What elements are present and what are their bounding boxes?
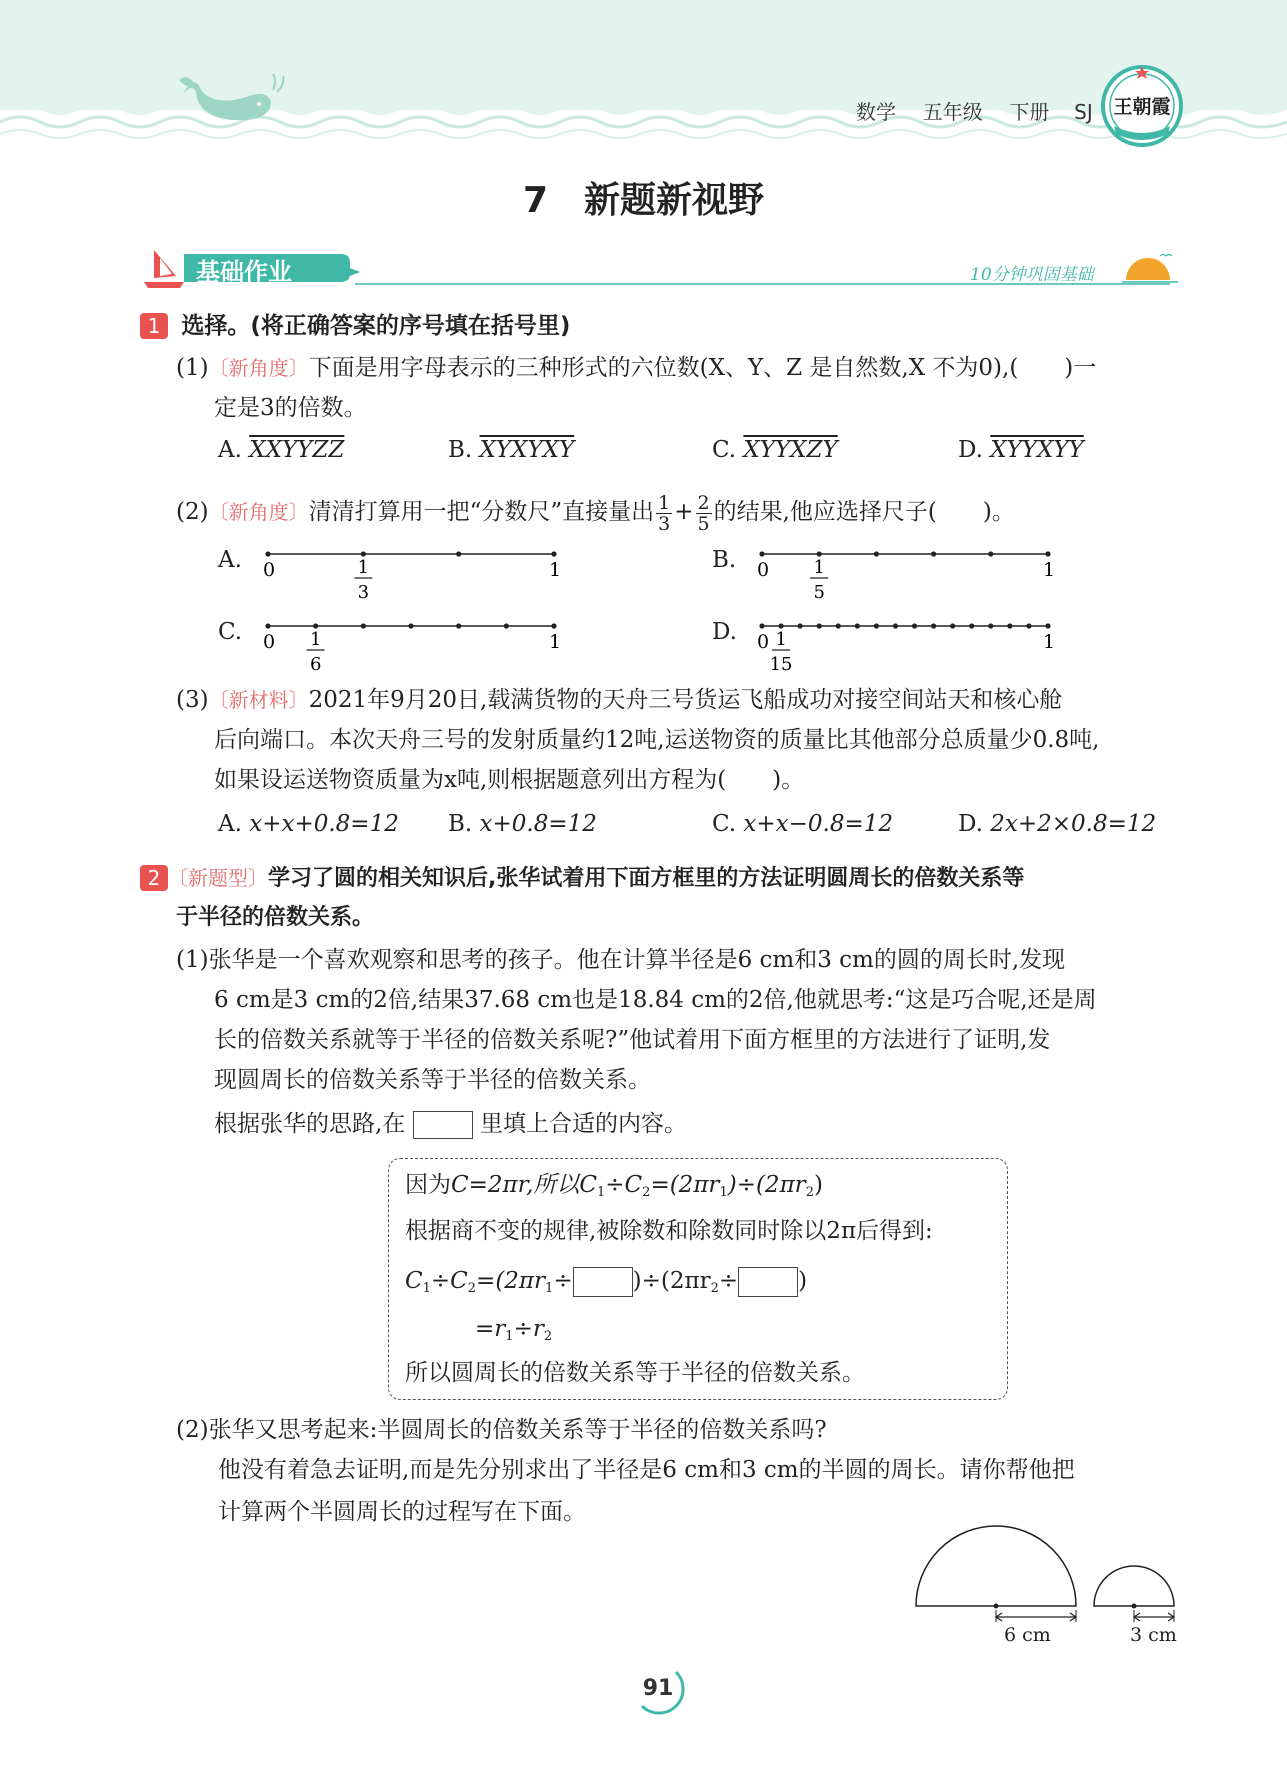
q1-s3-option-b[interactable] <box>448 810 597 838</box>
proof-line5: 所以圆周长的倍数关系等于半径的倍数关系。 <box>405 1360 865 1386</box>
option-label: B. <box>448 437 473 463</box>
ruler-tick <box>874 551 879 556</box>
q1-s1-line1 <box>176 354 1096 382</box>
section-label: 基础作业 <box>196 258 292 286</box>
ruler-tick <box>361 551 366 556</box>
ruler-start-label: 0 <box>263 559 276 581</box>
q2-heading-line1 <box>140 864 1024 893</box>
ruler-tick <box>361 623 366 628</box>
page-title: 7 新题新视野 <box>522 180 765 221</box>
q1-s3-text-3: 如果设运送物资质量为x吨,则根据题意列出方程为( )。 <box>214 767 805 793</box>
ruler-d-graphic <box>750 614 1090 684</box>
q2-p1-text-1: 张华是一个喜欢观察和思考的孩子。他在计算半径是6 cm和3 cm的圆的周长时,发现 <box>208 947 1066 973</box>
q1-s3-option-a[interactable] <box>218 810 399 838</box>
q1-s1-tag: 〔新角度〕 <box>208 356 309 380</box>
fill-text-a: 根据张华的思路,在 <box>214 1111 406 1137</box>
ruler-mark-denominator: 3 <box>357 582 370 603</box>
ruler-tick <box>874 623 879 628</box>
q2-p2-no: (2) <box>176 1417 209 1443</box>
q1-s3-line1 <box>176 686 1062 714</box>
answer-box-1[interactable] <box>573 1267 633 1297</box>
proof-line2: 根据商不变的规律,被除数和除数同时除以2π后得到: <box>405 1218 933 1244</box>
q2-heading-b: 于半径的倍数关系。 <box>176 905 375 930</box>
q2-p1-no: (1) <box>176 947 209 973</box>
option-value: x+x+0.8=12 <box>249 811 399 837</box>
ruler-tick <box>855 623 860 628</box>
option-label: D. <box>958 437 983 463</box>
option-value: x+0.8=12 <box>479 811 597 837</box>
ruler-tick <box>1026 623 1031 628</box>
ruler-tick <box>931 623 936 628</box>
q2-p2-text-1: 张华又思考起来:半圆周长的倍数关系等于半径的倍数关系吗? <box>208 1417 827 1443</box>
q2-heading-a: 学习了圆的相关知识后,张华试着用下面方框里的方法证明圆周长的倍数关系等 <box>268 866 1025 891</box>
fraction-two-fifths: $\frac{2}{5}$ <box>697 491 710 535</box>
q1-heading <box>140 312 570 340</box>
fraction-one-third: $\frac{1}{3}$ <box>658 491 671 535</box>
q2-p2-text-2: 他没有着急去证明,而是先分别求出了半径是6 cm和3 cm的半圆的周长。请你帮他把 <box>218 1457 1075 1483</box>
option-label: C. <box>712 437 737 463</box>
ruler-end-label: 1 <box>1043 631 1056 653</box>
ruler-tick <box>988 551 993 556</box>
ruler-label: B. <box>712 547 737 573</box>
option-label: D. <box>958 811 983 837</box>
q2-p2-line1 <box>176 1416 827 1444</box>
q1-heading-text: 选择。(将正确答案的序号填在括号里) <box>181 313 571 339</box>
ruler-tick <box>551 551 556 556</box>
semicircle-figure <box>908 1522 1182 1640</box>
large-semicircle <box>916 1526 1076 1606</box>
proof-box <box>388 1158 1008 1400</box>
ruler-end-label: 1 <box>549 559 562 581</box>
section-banner <box>140 246 1180 290</box>
ruler-tick <box>950 623 955 628</box>
ruler-tick <box>265 551 270 556</box>
ruler-b-graphic <box>750 542 1090 612</box>
q2-tag: 〔新题型〕 <box>168 866 268 890</box>
ruler-tick <box>759 623 764 628</box>
q1-s1-option-d[interactable] <box>958 436 1084 464</box>
ruler-label: C. <box>218 619 243 645</box>
q1-number-badge: 1 <box>140 313 168 339</box>
q1-s3-no: (3) <box>176 687 209 713</box>
q2-p2-text-3: 计算两个半圆周长的过程写在下面。 <box>218 1499 586 1525</box>
whale-icon <box>175 72 285 132</box>
fill-text-b: 里填上合适的内容。 <box>479 1111 687 1137</box>
ruler-tick <box>313 623 318 628</box>
option-value: XXYYZZ <box>249 437 345 463</box>
ruler-tick <box>456 623 461 628</box>
proof-line1: 因为C=2πr,所以$C_1\div C_2=(2\pi r_1)\div(2\pi r_2)$ <box>405 1172 823 1200</box>
proof-line4: $=r_1\div r_2$ <box>475 1316 553 1344</box>
ruler-tick <box>912 623 917 628</box>
q2-p1-text-4: 现圆周长的倍数关系等于半径的倍数关系。 <box>214 1067 651 1093</box>
ruler-tick <box>931 551 936 556</box>
ruler-tick <box>504 623 509 628</box>
option-label: B. <box>448 811 473 837</box>
ruler-mark-denominator: 5 <box>813 582 825 603</box>
answer-box-sample <box>413 1111 473 1139</box>
ruler-tick <box>408 623 413 628</box>
ruler-end-label: 1 <box>1043 559 1056 581</box>
ruler-tick <box>551 623 556 628</box>
page-number: 91 <box>642 1676 674 1701</box>
q1-s2-text-a: 清清打算用一把“分数尺”直接量出 <box>308 499 655 525</box>
ruler-tick <box>778 623 783 628</box>
ruler-end-label: 1 <box>549 631 562 653</box>
option-value: XYYXYY <box>990 437 1084 463</box>
ruler-start-label: 0 <box>263 631 276 653</box>
answer-box-2[interactable] <box>738 1267 798 1297</box>
ruler-tick <box>798 623 803 628</box>
ruler-c-graphic <box>256 614 596 684</box>
ruler-mark-denominator: 6 <box>309 654 322 675</box>
ruler-mark-numerator: 1 <box>309 629 322 650</box>
header-volume: 下册 <box>1009 100 1050 124</box>
q1-s2-line1 <box>176 484 1015 540</box>
q2-p1-text-3: 长的倍数关系就等于半径的倍数关系呢?”他试着用下面方框里的方法进行了证明,发 <box>214 1027 1051 1053</box>
q1-s2-text-b: 的结果,他应选择尺子( )。 <box>713 499 1015 525</box>
ruler-tick <box>817 623 822 628</box>
q1-s3-text-1: 2021年9月20日,载满货物的天舟三号货运飞船成功对接空间站天和核心舱 <box>308 687 1063 713</box>
ruler-label: A. <box>218 547 242 573</box>
plus-sign: + <box>674 499 694 525</box>
ruler-mark-numerator: 1 <box>775 629 787 650</box>
q1-s1-text-b: 定是3的倍数。 <box>214 395 367 421</box>
q2-p1-text-2: 6 cm是3 cm的2倍,结果37.68 cm也是18.84 cm的2倍,他就思考:“这是巧合呢,还是周 <box>214 987 1097 1013</box>
q1-s1-text-a: 下面是用字母表示的三种形式的六位数(X、Y、Z 是自然数,X 不为0),( )一 <box>308 355 1097 381</box>
ruler-tick <box>836 623 841 628</box>
ruler-tick <box>1045 623 1050 628</box>
header-subject: 数学 <box>856 100 896 124</box>
q1-s3-option-d[interactable] <box>958 810 1156 838</box>
option-value: XYXYXY <box>479 437 575 463</box>
sunrise-icon <box>1122 252 1178 286</box>
brand-seal <box>1100 64 1184 148</box>
q1-s2-tag: 〔新角度〕 <box>208 500 309 524</box>
header-edition: SJ <box>1074 100 1093 124</box>
ruler-mark-numerator: 1 <box>357 557 370 578</box>
q1-s3-text-2: 后向端口。本次天舟三号的发射质量约12吨,运送物资的质量比其他部分总质量少0.8吨, <box>214 727 1100 753</box>
option-value: XYYXZY <box>743 437 838 463</box>
ruler-tick <box>1007 623 1012 628</box>
q2-number-badge: 2 <box>140 865 168 891</box>
header-grade: 五年级 <box>922 100 983 124</box>
ruler-tick <box>759 551 764 556</box>
section-note: 10分钟巩固基础 <box>970 265 1094 285</box>
q2-p1-line1 <box>176 946 1065 974</box>
q1-s1-no: (1) <box>176 355 209 381</box>
radius-label-3cm: 3 cm <box>1130 1624 1177 1646</box>
q1-s1-option-b[interactable] <box>448 436 574 464</box>
ruler-tick <box>456 551 461 556</box>
brand-name: 王朝霞 <box>1113 96 1171 118</box>
ruler-a-graphic <box>256 542 596 612</box>
ruler-mark-denominator: 15 <box>769 654 793 675</box>
option-label: A. <box>218 811 242 837</box>
ruler-tick <box>988 623 993 628</box>
option-value: x+x−0.8=12 <box>743 811 894 837</box>
proof-line3: $C_1\div C_2=(2\pi r_1\div )\div(2\pi r_2\div$ ) <box>405 1268 808 1296</box>
q1-s3-option-c[interactable] <box>712 810 893 838</box>
option-value: 2x+2×0.8=12 <box>990 811 1157 837</box>
q2-p1-fill-instruction <box>214 1110 687 1139</box>
ruler-tick <box>1045 551 1050 556</box>
q1-s2-no: (2) <box>176 499 209 525</box>
ruler-start-label: 0 <box>757 559 770 581</box>
header-meta <box>856 96 1093 125</box>
option-label: A. <box>218 437 242 463</box>
ruler-start-label: 0 <box>757 631 770 653</box>
ruler-mark-numerator: 1 <box>813 557 825 578</box>
ruler-tick <box>893 623 898 628</box>
q1-s3-tag: 〔新材料〕 <box>208 688 309 712</box>
option-label: C. <box>712 811 737 837</box>
radius-label-6cm: 6 cm <box>1004 1624 1051 1646</box>
q1-s1-option-a[interactable] <box>218 436 344 464</box>
small-semicircle <box>1094 1566 1174 1606</box>
q1-s1-option-c[interactable] <box>712 436 838 464</box>
ruler-tick <box>817 551 822 556</box>
ruler-tick <box>969 623 974 628</box>
ruler-label: D. <box>712 619 737 645</box>
ruler-tick <box>265 623 270 628</box>
